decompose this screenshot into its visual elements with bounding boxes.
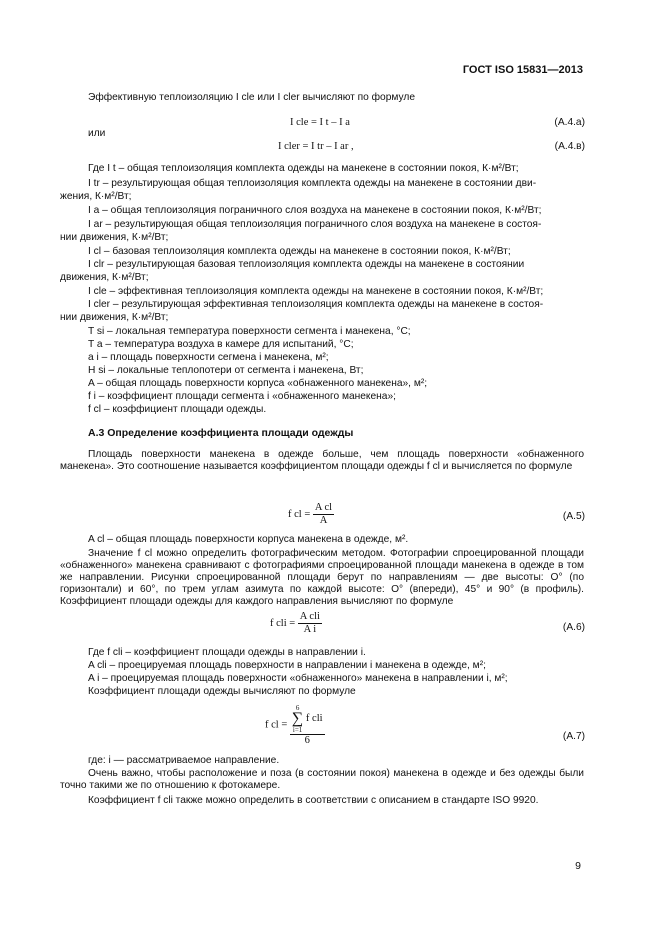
equation-a5-lhs: f cl = (288, 508, 311, 520)
equation-a5-fraction (313, 502, 334, 527)
equation-a7-fraction (290, 704, 325, 747)
equation-a5-label: (А.5) (562, 511, 585, 522)
document-header: ГОСТ ISO 15831—2013 (462, 64, 583, 76)
where-i-line: где: i — рассматриваемое направление. (88, 755, 280, 766)
def2-line: A i – проецируемая площадь поверхности «обнаженного» манекена в направлении i, м²; (88, 673, 508, 684)
def-line: I ar – результирующая общая теплоизоляция пограничного слоя воздуха на манекене в состоя- (88, 219, 542, 230)
paragraph-1: Площадь поверхности манекена в одежде больше, чем площадь поверхности «обнаженного манекена». Это соотношение называется коэффициентом площади одежды f cl и вычисляется по формуле (60, 449, 584, 472)
sigma-icon: ∑ (291, 710, 304, 727)
equation-a6-numerator: A cli (299, 611, 320, 622)
equation-a6-lhs: f cli = (270, 617, 296, 629)
equation-a7-sum-upper: 6 (295, 704, 300, 712)
def-line: I tr – результирующая общая теплоизоляция комплекта одежды на манекене в состоянии дви- (88, 178, 537, 189)
paragraph-3: Очень важно, чтобы расположение и поза (в состоянии покоя) манекена в одежде и без одежды были точно такими же по отношению к фотокамере. (60, 768, 584, 791)
def2-line: A cli – проецируемая площадь поверхности в направлении i манекена в одежде, м²; (88, 660, 486, 671)
equation-a5-numerator: A cl (314, 502, 333, 513)
equation-a6 (270, 611, 322, 636)
def-line: I cler – результирующая эффективная теплоизоляция комплекта одежды на манекене в состоя- (88, 299, 544, 310)
def-line: H si – локальные теплопотери от сегмента i манекена, Вт; (88, 365, 364, 376)
equation-a7 (265, 704, 325, 747)
equation-a7-lhs: f cl = (265, 719, 288, 731)
def-line: a i – площадь поверхности сегмена i манекена, м²; (88, 352, 329, 363)
def2-line: Коэффициент площади одежды вычисляют по формуле (88, 686, 356, 697)
def-line: I cle – эффективная теплоизоляция комплекта одежды на манекене в состоянии покоя, К·м²/Вт; (88, 286, 544, 297)
paragraph-2: Значение f cl можно определить фотографическим методом. Фотографии спроецированной площади «обнаженного» манекена сравнивают с фотографиями спроецированной площади манекена в одежде в том же направлении. Рисунки спроецированной площади берут по направлениям — две высоты: О° (по горизонтали) и 60°, по трем углам азимута по каждой высоте: О° (впереди), 45° и 90° (в профиль). Коэффициент площади одежды для каждого направления вычисляют по формуле (60, 548, 584, 607)
equation-a6-fraction (298, 611, 322, 636)
paragraph-4: Коэффициент f cli также можно определить в соответствии с описанием в стандарте ISO 9920. (88, 795, 539, 806)
def-line: движения, К·м²/Вт; (60, 272, 149, 283)
def-line: I a – общая теплоизоляция пограничного слоя воздуха на манекене в состоянии покоя, К·м²/Вт; (88, 205, 542, 216)
def-line: нии движения, К·м²/Вт; (60, 232, 169, 243)
intro-text: Эффективную теплоизоляцию I cle или I cler вычисляют по формуле (88, 92, 415, 103)
equation-a4b: I cler = I tr – I ar , (278, 141, 354, 152)
def-line: Где I t – общая теплоизоляция комплекта одежды на манекене в состоянии покоя, К·м²/Вт; (88, 163, 519, 174)
def-line: жения, К·м²/Вт; (60, 191, 132, 202)
def-line: f cl – коэффициент площади одежды. (88, 404, 267, 415)
def-line: I cl – базовая теплоизоляция комплекта одежды на манекене в состоянии покоя, К·м²/Вт; (88, 246, 511, 257)
equation-a6-denominator: A i (303, 624, 317, 635)
equation-a5-denominator: A (319, 515, 328, 526)
equation-a7-label: (А.7) (562, 731, 585, 742)
equation-a7-numerator (290, 704, 325, 735)
equation-a7-denominator: 6 (304, 735, 310, 746)
equation-a4a: I cle = I t – I a (290, 117, 350, 128)
equation-a4b-label: (А.4.в) (554, 141, 585, 152)
section-title: А.3 Определение коэффициента площади одежды (88, 427, 354, 439)
def-line: A – общая площадь поверхности корпуса «обнаженного манекена», м²; (88, 378, 428, 389)
def-line: f i – коэффициент площади сегмента i «обнаженного манекена»; (88, 391, 396, 402)
equation-a7-sum (292, 704, 303, 734)
equation-a4a-label: (А.4.а) (554, 117, 585, 128)
or-word: или (88, 128, 106, 139)
acl-definition: A cl – общая площадь поверхности корпуса манекена в одежде, м². (88, 534, 409, 545)
equation-a6-label: (А.6) (562, 622, 585, 633)
def-line: нии движения, К·м²/Вт; (60, 312, 169, 323)
def-line: T a – температура воздуха в камере для испытаний, °С; (88, 339, 354, 350)
equation-a7-sum-term: f cli (305, 713, 323, 724)
equation-a5 (288, 502, 334, 527)
page-number: 9 (575, 860, 581, 872)
def2-line: Где f cli – коэффициент площади одежды в направлении i. (88, 647, 366, 658)
def-line: T si – локальная температура поверхности сегмента i манекена, °С; (88, 326, 411, 337)
equation-a7-sum-lower: i=1 (292, 726, 303, 734)
def-line: I clr – результирующая базовая теплоизоляция комплекта одежды на манекене в состоянии (88, 259, 525, 270)
